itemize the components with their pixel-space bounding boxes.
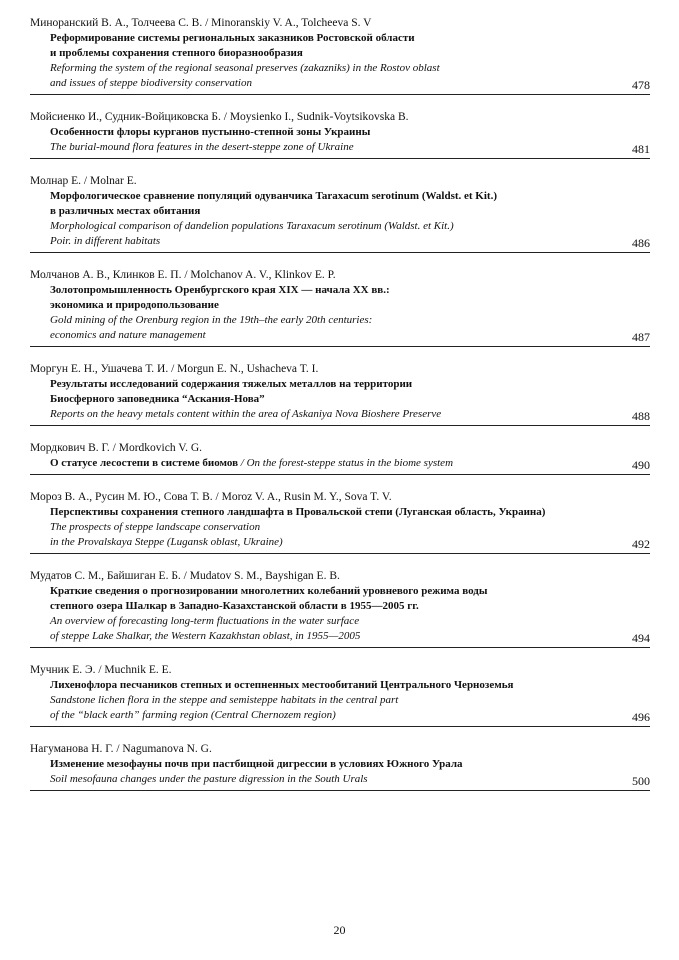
contents-entry (30, 663, 650, 727)
entry-title-en: Soil mesofauna changes under the pasture digression in the South Urals (50, 773, 368, 785)
entry-title-en: economics and nature management (50, 329, 206, 341)
entry-page-number: 486 (632, 236, 650, 250)
entry-title-en: Gold mining of the Orenburg region in the 19th–the early 20th centuries: (50, 314, 373, 326)
entry-page-number: 500 (632, 774, 650, 788)
entry-authors: Моргун Е. Н., Ушачева Т. И. / Morgun E. N., Ushacheva T. I. (30, 363, 319, 375)
contents-entry (30, 174, 650, 253)
entry-title-ru: Лихенофлора песчаников степных и остепненных местообитаний Центрального Черноземья (50, 679, 514, 691)
entry-authors: Молчанов А. В., Клинков Е. П. / Molchanov A. V., Klinkov E. P. (30, 269, 336, 281)
entry-title-ru: Морфологическое сравнение популяций одуванчика Taraxacum serotinum (Waldst. et Kit.) (50, 190, 497, 202)
entry-page-number: 478 (632, 78, 650, 92)
entry-title-ru: Особенности флоры курганов пустынно-степной зоны Украины (50, 126, 371, 138)
entry-title-ru: Биосферного заповедника “Аскания-Нова” (50, 393, 265, 405)
entry-page-number: 494 (632, 631, 650, 645)
entry-title-ru: Реформирование системы региональных заказников Ростовской области (50, 32, 415, 44)
entry-title-ru: О статусе лесостепи в системе биомов (50, 457, 239, 469)
contents-entry (30, 362, 650, 426)
entry-title-combined (30, 456, 650, 471)
contents-entry (30, 268, 650, 347)
contents-entry (30, 490, 650, 554)
entry-title-en: The burial-mound flora features in the desert-steppe zone of Ukraine (50, 141, 354, 153)
entry-title-en: Morphological comparison of dandelion populations Taraxacum serotinum (Waldst. et Kit.) (50, 220, 454, 232)
entry-title-en: / On the forest-steppe status in the biome system (238, 457, 454, 469)
entry-title-ru: Перспективы сохранения степного ландшафта в Провальской степи (Луганская область, Украина) (50, 506, 546, 518)
entry-title-en: and issues of steppe biodiversity conservation (50, 77, 252, 89)
entry-title-en: in the Provalskaya Steppe (Lugansk oblast, Ukraine) (50, 536, 283, 548)
entry-page-number: 488 (632, 409, 650, 423)
entry-authors: Мудатов С. М., Байшиган Е. Б. / Mudatov S. M., Bayshigan E. B. (30, 570, 340, 582)
entry-authors: Мучник Е. Э. / Muchnik E. E. (30, 664, 172, 676)
entry-authors: Мордкович В. Г. / Mordkovich V. G. (30, 442, 203, 454)
entry-authors: Молнар Е. / Molnar E. (30, 175, 137, 187)
entry-authors: Миноранский В. А., Толчеева С. В. / Minoranskiy V. A., Tolcheeva S. V (30, 17, 372, 29)
entry-title-ru: степного озера Шалкар в Западно-Казахстанской области в 1955—2005 гг. (50, 600, 419, 612)
entry-title-ru: Изменение мезофауны почв при пастбищной дигрессии в условиях Южного Урала (50, 758, 463, 770)
entry-title-en: of steppe Lake Shalkar, the Western Kazakhstan oblast, in 1955—2005 (50, 630, 361, 642)
entry-title-ru: в различных местах обитания (50, 205, 201, 217)
contents-entry (30, 742, 650, 791)
entry-page-number: 492 (632, 537, 650, 551)
entry-authors: Мойсиенко И., Судник-Войциковска Б. / Moysienko I., Sudnik-Voytsikovska B. (30, 111, 409, 123)
entry-title-ru: Результаты исследований содержания тяжелых металлов на территории (50, 378, 413, 390)
entry-title-ru: Золотопромышленность Оренбургского края XIX — начала XX вв.: (50, 284, 390, 296)
entry-title-en: Poir. in different habitats (50, 235, 161, 247)
entry-page-number: 481 (632, 142, 650, 156)
page-number: 20 (333, 923, 346, 937)
entry-title-ru: и проблемы сохранения степного биоразнообразия (50, 47, 303, 59)
contents-entry (30, 110, 650, 159)
entry-title-en: Reforming the system of the regional seasonal preserves (zakazniks) in the Rostov oblast (50, 62, 440, 74)
entry-page-number: 490 (632, 458, 650, 472)
entry-title-ru: экономика и природопользование (50, 299, 219, 311)
contents-list (30, 16, 650, 791)
entry-authors: Мороз В. А., Русин М. Ю., Сова Т. В. / Moroz V. A., Rusin M. Y., Sova T. V. (30, 491, 392, 503)
entry-page-number: 496 (632, 710, 650, 724)
entry-page-number: 487 (632, 330, 650, 344)
contents-entry (30, 441, 650, 475)
entry-title-en: Reports on the heavy metals content within the area of Askaniya Nova Bioshere Preserve (50, 408, 442, 420)
entry-title-en: of the “black earth” farming region (Central Chernozem region) (50, 709, 336, 721)
entry-authors: Нагуманова Н. Г. / Nagumanova N. G. (30, 743, 212, 755)
contents-entry (30, 16, 650, 95)
entry-title-en: The prospects of steppe landscape conservation (50, 521, 261, 533)
entry-title-en: An overview of forecasting long-term fluctuations in the water surface (50, 615, 360, 627)
entry-title-en: Sandstone lichen flora in the steppe and semisteppe habitats in the central part (50, 694, 399, 706)
entry-title-ru: Краткие сведения о прогнозировании многолетних колебаний уровневого режима воды (50, 585, 488, 597)
contents-entry (30, 569, 650, 648)
